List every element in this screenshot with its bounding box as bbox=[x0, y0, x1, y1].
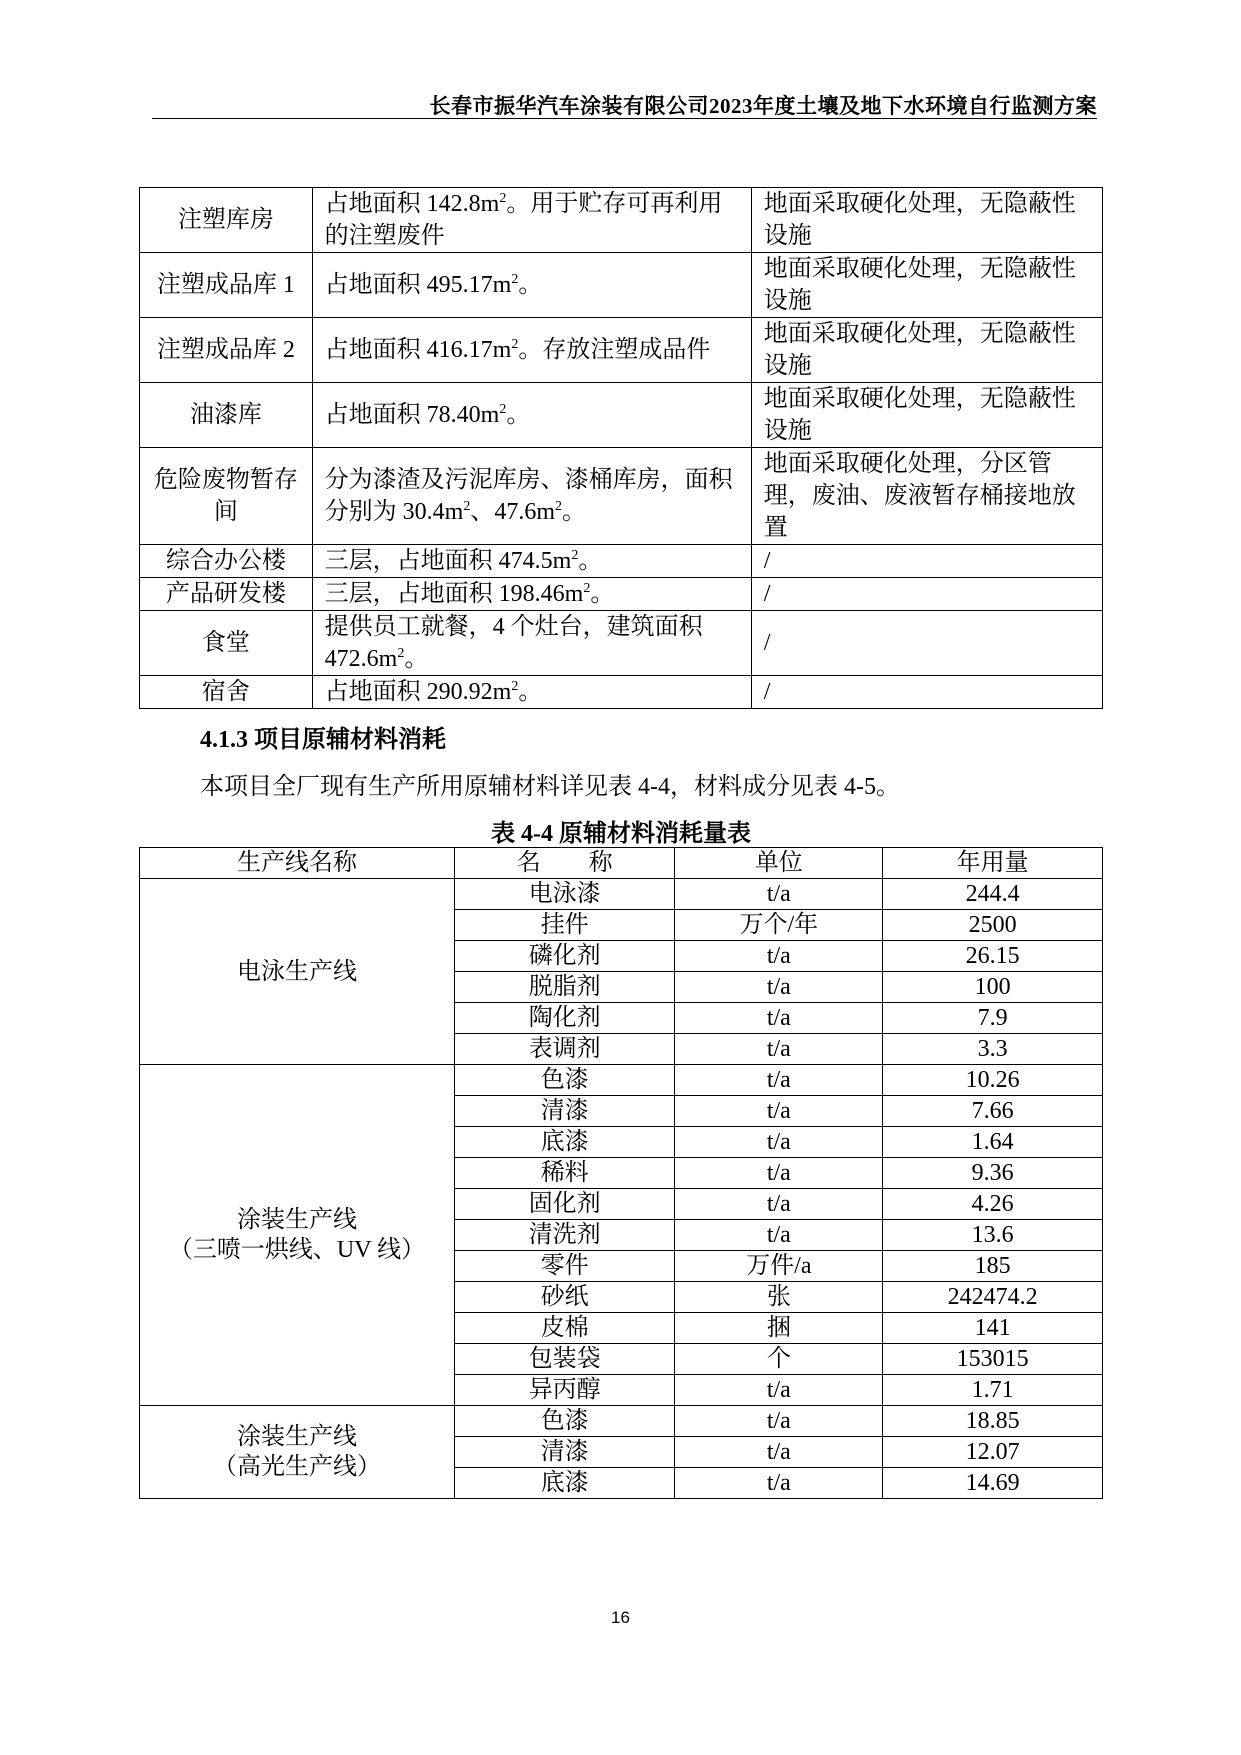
material-unit: 捆 bbox=[675, 1313, 883, 1344]
description-text: 占地面积 290.92m bbox=[324, 679, 512, 705]
material-annual-usage: 2500 bbox=[883, 910, 1103, 941]
material-annual-usage: 14.69 bbox=[883, 1468, 1103, 1499]
facility-description bbox=[312, 253, 751, 318]
material-name: 固化剂 bbox=[455, 1189, 675, 1220]
superscript: 2 bbox=[583, 581, 591, 596]
material-unit: t/a bbox=[675, 1096, 883, 1127]
facility-measure: / bbox=[751, 545, 1102, 578]
facility-name: 注塑库房 bbox=[140, 188, 313, 253]
description-text: 占地面积 495.17m bbox=[324, 272, 512, 298]
table-row bbox=[140, 253, 1103, 318]
page-number: 16 bbox=[611, 1608, 630, 1627]
superscript: 2 bbox=[499, 191, 507, 206]
material-name: 磷化剂 bbox=[455, 941, 675, 972]
material-name: 砂纸 bbox=[455, 1282, 675, 1313]
facility-measure: / bbox=[751, 578, 1102, 611]
table-row bbox=[140, 318, 1103, 383]
facility-name: 注塑成品库 1 bbox=[140, 253, 313, 318]
production-line-text: （三喷一烘线、UV 线） bbox=[168, 1237, 426, 1263]
facility-measure: 地面采取硬化处理，无隐蔽性设施 bbox=[751, 188, 1102, 253]
material-annual-usage: 185 bbox=[883, 1251, 1103, 1282]
description-text: 占地面积 416.17m bbox=[324, 337, 512, 363]
material-unit: t/a bbox=[675, 972, 883, 1003]
facility-measure: 地面采取硬化处理，无隐蔽性设施 bbox=[751, 253, 1102, 318]
description-text: 。 bbox=[562, 499, 586, 525]
facility-name: 食堂 bbox=[140, 611, 313, 676]
material-unit: t/a bbox=[675, 1220, 883, 1251]
facility-name: 危险废物暂存间 bbox=[140, 448, 313, 545]
material-name: 包装袋 bbox=[455, 1344, 675, 1375]
description-text: 占地面积 142.8m bbox=[324, 191, 500, 217]
material-annual-usage: 244.4 bbox=[883, 879, 1103, 910]
material-unit: 个 bbox=[675, 1344, 883, 1375]
table-header-row bbox=[140, 848, 1103, 879]
material-name: 电泳漆 bbox=[455, 879, 675, 910]
material-unit: t/a bbox=[675, 1127, 883, 1158]
header-cell: 名 称 bbox=[455, 848, 675, 879]
material-name: 挂件 bbox=[455, 910, 675, 941]
material-annual-usage: 26.15 bbox=[883, 941, 1103, 972]
production-line-cell bbox=[140, 1065, 455, 1406]
table-row bbox=[140, 578, 1103, 611]
material-unit: t/a bbox=[675, 1375, 883, 1406]
header-cell: 生产线名称 bbox=[140, 848, 455, 879]
body-paragraph: 本项目全厂现有生产所用原辅材料详见表 4-4，材料成分见表 4-5。 bbox=[200, 774, 900, 800]
material-annual-usage: 9.36 bbox=[883, 1158, 1103, 1189]
material-name: 零件 bbox=[455, 1251, 675, 1282]
description-text: 。 bbox=[404, 646, 429, 672]
material-unit: t/a bbox=[675, 1189, 883, 1220]
facility-description bbox=[312, 676, 751, 709]
material-name: 清漆 bbox=[455, 1096, 675, 1127]
facility-name: 产品研发楼 bbox=[140, 578, 313, 611]
material-unit: t/a bbox=[675, 1437, 883, 1468]
material-annual-usage: 3.3 bbox=[883, 1034, 1103, 1065]
material-unit: t/a bbox=[675, 1003, 883, 1034]
facility-description bbox=[312, 545, 751, 578]
material-name: 底漆 bbox=[455, 1127, 675, 1158]
table-row bbox=[140, 188, 1103, 253]
material-name: 稀料 bbox=[455, 1158, 675, 1189]
production-line-cell bbox=[140, 879, 455, 1065]
facility-description bbox=[312, 611, 751, 676]
table-row bbox=[140, 383, 1103, 448]
facility-name: 注塑成品库 2 bbox=[140, 318, 313, 383]
material-annual-usage: 13.6 bbox=[883, 1220, 1103, 1251]
facility-description bbox=[312, 383, 751, 448]
material-annual-usage: 1.71 bbox=[883, 1375, 1103, 1406]
table-row bbox=[140, 1406, 1103, 1437]
material-unit: t/a bbox=[675, 879, 883, 910]
material-name: 陶化剂 bbox=[455, 1003, 675, 1034]
production-line-text: （高光生产线） bbox=[213, 1454, 382, 1480]
superscript: 2 bbox=[463, 499, 471, 514]
material-name: 表调剂 bbox=[455, 1034, 675, 1065]
material-unit: t/a bbox=[675, 1065, 883, 1096]
production-line-cell bbox=[140, 1406, 455, 1499]
facility-measure: / bbox=[751, 676, 1102, 709]
material-name: 色漆 bbox=[455, 1406, 675, 1437]
superscript: 2 bbox=[511, 272, 519, 287]
header-cell: 年用量 bbox=[883, 848, 1103, 879]
material-unit: t/a bbox=[675, 1158, 883, 1189]
facility-description bbox=[312, 578, 751, 611]
description-text: 分为漆渣及污泥库房、漆桶库房，面积分别为 30.4m bbox=[324, 467, 733, 525]
material-annual-usage: 1.64 bbox=[883, 1127, 1103, 1158]
table-caption: 表 4-4 原辅材料消耗量表 bbox=[491, 821, 751, 847]
material-annual-usage: 141 bbox=[883, 1313, 1103, 1344]
material-annual-usage: 153015 bbox=[883, 1344, 1103, 1375]
description-text: 。存放注塑成品件 bbox=[518, 337, 711, 363]
description-text: 占地面积 78.40m bbox=[324, 402, 500, 428]
material-annual-usage: 4.26 bbox=[883, 1189, 1103, 1220]
material-annual-usage: 7.9 bbox=[883, 1003, 1103, 1034]
production-line-text: 电泳生产线 bbox=[237, 958, 358, 985]
description-text: 。 bbox=[518, 272, 543, 298]
section-heading: 4.1.3 项目原辅材料消耗 bbox=[200, 727, 446, 753]
material-annual-usage: 18.85 bbox=[883, 1406, 1103, 1437]
material-unit: 张 bbox=[675, 1282, 883, 1313]
material-unit: 万件/a bbox=[675, 1251, 883, 1282]
material-name: 底漆 bbox=[455, 1468, 675, 1499]
description-text: 三层，占地面积 474.5m bbox=[324, 548, 572, 574]
table-row bbox=[140, 676, 1103, 709]
production-line-text: 涂装生产线 bbox=[237, 1207, 358, 1233]
material-annual-usage: 7.66 bbox=[883, 1096, 1103, 1127]
facility-measure: / bbox=[751, 611, 1102, 676]
production-line-text: 涂装生产线 bbox=[237, 1424, 358, 1450]
material-annual-usage: 242474.2 bbox=[883, 1282, 1103, 1313]
superscript: 2 bbox=[499, 402, 507, 417]
material-name: 异丙醇 bbox=[455, 1375, 675, 1406]
superscript: 2 bbox=[511, 337, 519, 352]
facilities-table bbox=[139, 187, 1103, 709]
facility-description bbox=[312, 188, 751, 253]
facility-name: 油漆库 bbox=[140, 383, 313, 448]
table-row bbox=[140, 1065, 1103, 1096]
facility-measure: 地面采取硬化处理，分区管理，废油、废液暂存桶接地放置 bbox=[751, 448, 1102, 545]
header-divider bbox=[152, 118, 1097, 119]
table-row bbox=[140, 448, 1103, 545]
superscript: 2 bbox=[555, 499, 562, 514]
description-text: 。用于贮存可再利用的注塑废件 bbox=[324, 191, 723, 249]
material-name: 清漆 bbox=[455, 1437, 675, 1468]
table-row bbox=[140, 611, 1103, 676]
material-annual-usage: 10.26 bbox=[883, 1065, 1103, 1096]
superscript: 2 bbox=[511, 679, 519, 694]
material-unit: t/a bbox=[675, 941, 883, 972]
facility-name: 综合办公楼 bbox=[140, 545, 313, 578]
facility-name: 宿舍 bbox=[140, 676, 313, 709]
description-text: 。 bbox=[578, 548, 603, 574]
material-name: 清洗剂 bbox=[455, 1220, 675, 1251]
facility-measure: 地面采取硬化处理，无隐蔽性设施 bbox=[751, 383, 1102, 448]
description-text: 。 bbox=[518, 679, 543, 705]
document-header: 长春市振华汽车涂装有限公司2023年度土壤及地下水环境自行监测方案 bbox=[429, 94, 1097, 118]
material-annual-usage: 100 bbox=[883, 972, 1103, 1003]
material-name: 脱脂剂 bbox=[455, 972, 675, 1003]
table-row bbox=[140, 545, 1103, 578]
material-unit: t/a bbox=[675, 1034, 883, 1065]
description-text: 提供员工就餐，4 个灶台，建筑面积 472.6m bbox=[324, 614, 703, 672]
facility-description bbox=[312, 448, 751, 545]
material-unit: 万个/年 bbox=[675, 910, 883, 941]
material-unit: t/a bbox=[675, 1406, 883, 1437]
materials-table bbox=[139, 847, 1103, 1499]
material-name: 皮棉 bbox=[455, 1313, 675, 1344]
facility-measure: 地面采取硬化处理，无隐蔽性设施 bbox=[751, 318, 1102, 383]
material-name: 色漆 bbox=[455, 1065, 675, 1096]
material-unit: t/a bbox=[675, 1468, 883, 1499]
material-annual-usage: 12.07 bbox=[883, 1437, 1103, 1468]
description-text: 。 bbox=[506, 402, 531, 428]
description-text: 。 bbox=[590, 581, 615, 607]
header-cell: 单位 bbox=[675, 848, 883, 879]
superscript: 2 bbox=[397, 646, 405, 661]
description-text: 、47.6m bbox=[470, 499, 555, 525]
facility-description bbox=[312, 318, 751, 383]
superscript: 2 bbox=[571, 548, 579, 563]
table-row bbox=[140, 879, 1103, 910]
description-text: 三层，占地面积 198.46m bbox=[324, 581, 584, 607]
